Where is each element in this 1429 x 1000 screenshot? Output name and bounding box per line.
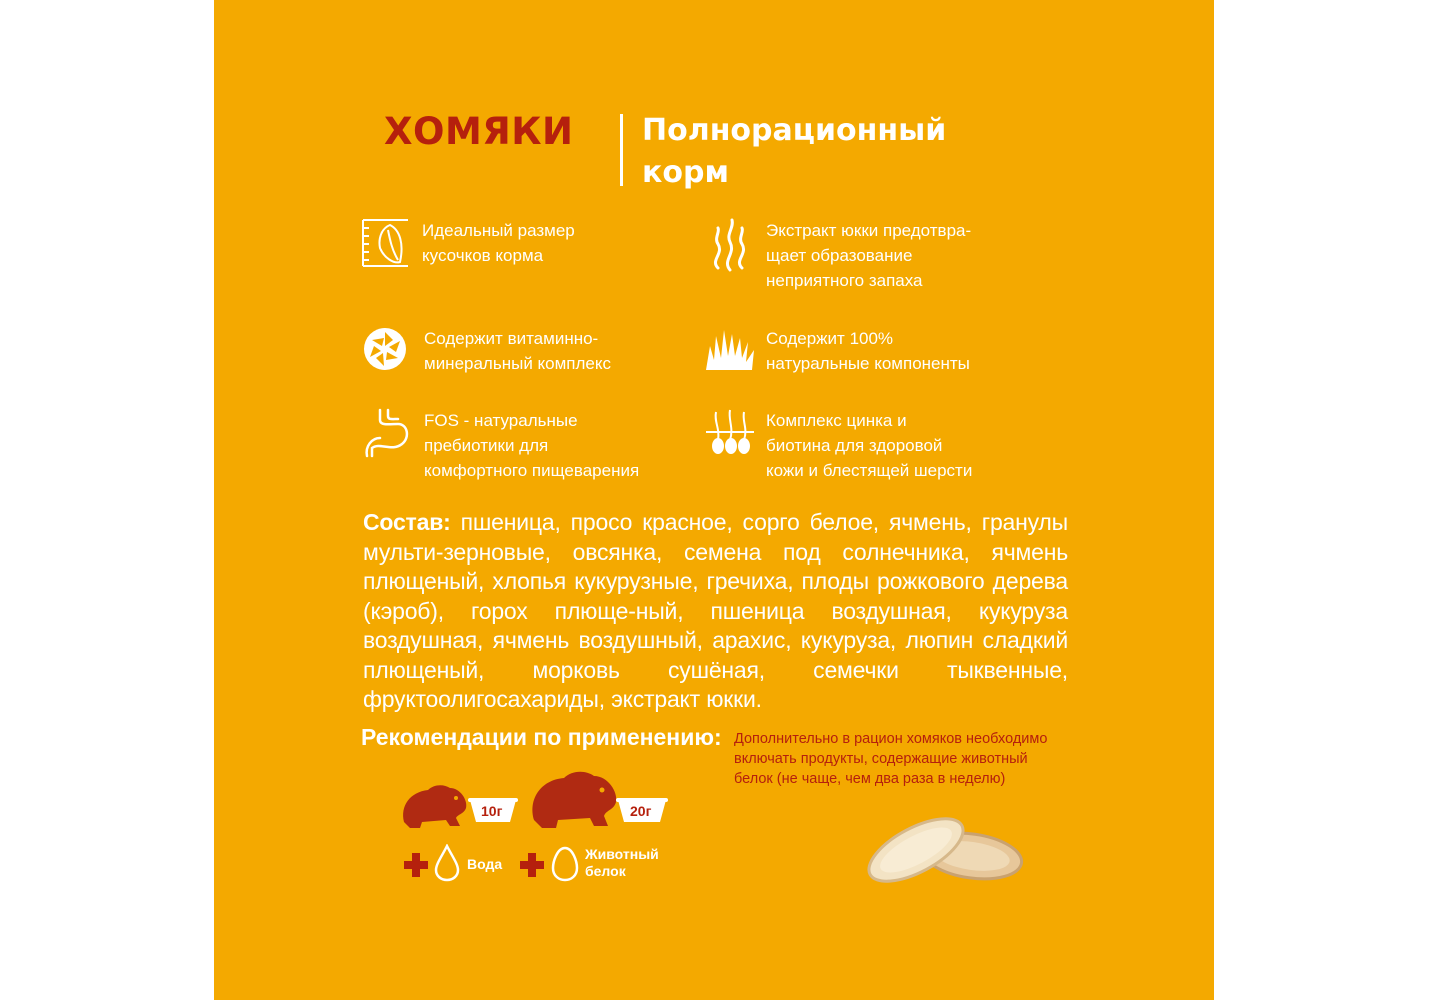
product-title: ХОМЯКИ — [384, 110, 574, 153]
feature-line: неприятного запаха — [766, 271, 923, 290]
feature-line: биотина для здоровой — [766, 436, 943, 455]
feature-text — [424, 408, 639, 483]
feature-line: Идеальный размер — [422, 221, 575, 240]
recommendations-title: Рекомендации по применению: — [361, 724, 722, 750]
subtitle-line-2: корм — [642, 155, 729, 190]
plus-icon — [404, 853, 428, 877]
note-line: включать продукты, содержащие животный — [734, 751, 1028, 767]
egg-icon — [551, 846, 579, 882]
composition-ingredients: пшеница, просо красное, сорго белое, ячмень, гранулы мульти-зерновые, овсянка, семена под солнечника, ячмень плющеный, хлопья кукурузные, гречиха, плоды рожкового дерева (кэроб), горох плюще-ный, пшеница воздушная, кукуруза воздушная, ячмень воздушный, арахис, кукуруза, люпин сладкий плющеный, морковь сушёная, семечки тыквенные, фруктоолигосахариды, экстракт юкки. — [363, 509, 1068, 712]
feature-line: Экстракт юкки предотвра- — [766, 221, 972, 240]
plus-icon — [520, 853, 544, 877]
water-drop-icon — [434, 844, 460, 882]
hair-follicle-icon — [704, 408, 756, 460]
pumpkin-seeds-image — [862, 810, 1032, 890]
feature-line: минеральный комплекс — [424, 354, 612, 373]
note-line: белок (не чаще, чем два раза в неделю) — [734, 771, 1006, 787]
protein-label-line: Животный — [585, 846, 659, 862]
large-hamster-icon — [528, 764, 620, 830]
feature-line: щает образование — [766, 246, 913, 265]
water-label: Вода — [467, 856, 503, 872]
note-line: Дополнительно в рацион хомяков необходимо — [734, 731, 1048, 747]
subtitle-line-1: Полнорационный — [642, 113, 947, 148]
feature-line: Содержит 100% — [766, 329, 894, 348]
small-hamster-icon — [400, 778, 470, 830]
feature-line: кожи и блестящей шерсти — [766, 461, 973, 480]
stomach-icon — [362, 408, 414, 460]
title-divider — [620, 114, 623, 186]
feature-text — [422, 218, 575, 268]
odor-waves-icon — [704, 218, 756, 270]
feature-line: пребиотики для — [424, 436, 549, 455]
protein-label-line: белок — [585, 863, 626, 879]
small-portion-label: 10г — [481, 803, 503, 819]
composition-label: Состав: — [363, 509, 451, 535]
feature-line: Содержит витаминно- — [424, 329, 599, 348]
feature-line: кусочков корма — [422, 246, 544, 265]
protein-note — [734, 729, 1054, 789]
seed-size-icon — [360, 218, 412, 270]
feature-line: Комплекс цинка и — [766, 411, 907, 430]
protein-label — [585, 846, 659, 880]
feature-text — [766, 218, 971, 293]
feature-line: натуральные компоненты — [766, 354, 970, 373]
large-portion-label: 20г — [630, 803, 652, 819]
feature-line: комфортного пищеварения — [424, 461, 640, 480]
feature-line: FOS - натуральные — [424, 411, 578, 430]
feature-text — [766, 408, 972, 483]
grass-icon — [704, 326, 756, 378]
feature-text — [766, 326, 970, 376]
product-subtitle — [642, 110, 946, 194]
feature-text — [424, 326, 611, 376]
vitamin-aperture-icon — [362, 326, 414, 378]
composition-text — [363, 508, 1068, 715]
